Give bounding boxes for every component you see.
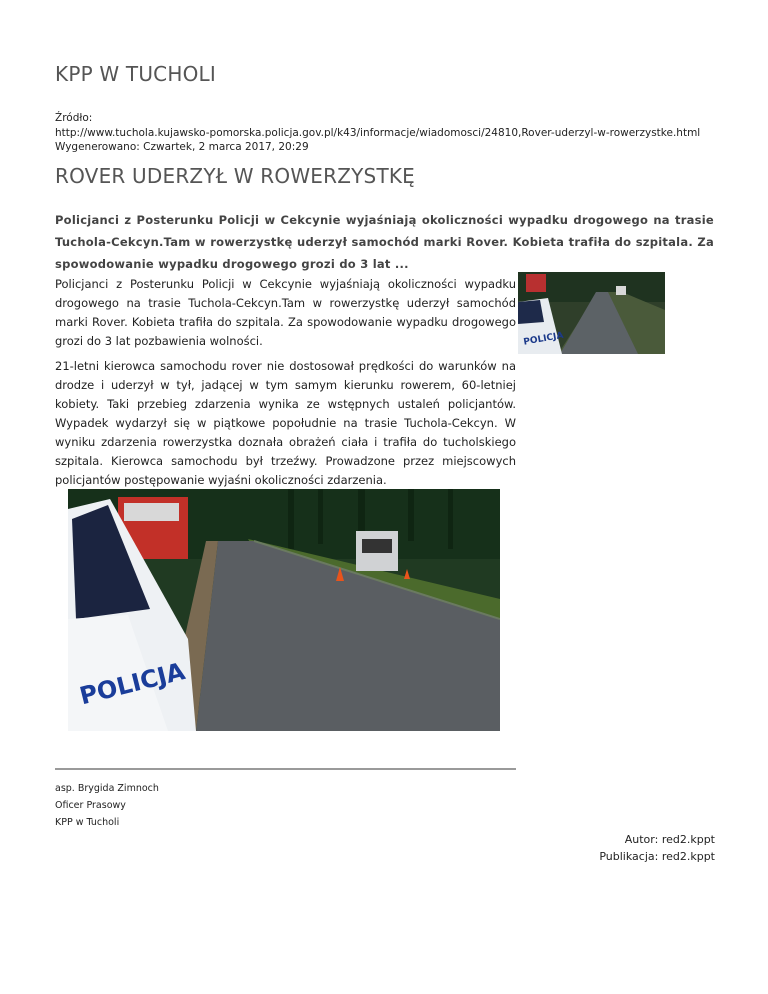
article-paragraph-1: Policjanci z Posterunku Policji w Cekcynie wyjaśniają okoliczności wypadku drogowego na trasie Tuchola-Cekcyn.Tam w rowerzystkę uderzył samochód marki Rover. Kobieta trafiła do szpitala. Za spowodowanie wypadku drogowego grozi do 3 lat pozbawienia wolności. (55, 277, 516, 348)
site-title: KPP W TUCHOLI (55, 62, 216, 86)
accident-photo (68, 489, 500, 731)
publication-label: Publikacja: red2.kppt (599, 850, 715, 863)
generated-date: Wygenerowano: Czwartek, 2 marca 2017, 20:29 (55, 141, 309, 153)
signature-unit: KPP w Tucholi (55, 817, 120, 828)
document-meta (55, 111, 700, 155)
article-paragraph-2: 21-letni kierowca samochodu rover nie dostosował prędkości do warunków na drodze i uderzył w tył, jadącej w tym samym kierunku rowerem, 60-letniej kobiety. Taki przebieg zdarzenia wynika ze wstępnych ustaleń policjantów. Wypadek wydarzył się w piątkowe popołudnie na trasie Tuchola-Cekcyn. W wyniku zdarzenia rowerzystka doznała obrażeń ciała i trafiła do tucholskiego szpitala. Kierowca samochodu był trzeźwy. Prowadzone przez miejscowych policjantów postępowanie wyjaśni okoliczności zdarzenia. (55, 359, 516, 487)
signature-name: asp. Brygida Zimnoch (55, 783, 159, 794)
thumbnail-car-text: POLICJA (522, 330, 565, 348)
photo-car-text: POLICJA (76, 657, 188, 711)
divider (55, 768, 516, 770)
signature-role: Oficer Prasowy (55, 800, 126, 811)
author-label: Autor: red2.kppt (624, 833, 715, 846)
source-label: Źródło: (55, 112, 93, 124)
source-url[interactable]: http://www.tuchola.kujawsko-pomorska.policja.gov.pl/k43/informacje/wiadomosci/24810,Rover-uderzyl-w-rowerzystke.html (55, 126, 701, 139)
article-lead: Policjanci z Posterunku Policji w Cekcynie wyjaśniają okoliczności wypadku drogowego na trasie Tuchola-Cekcyn.Tam w rowerzystkę uderzył samochód marki Rover. Kobieta trafiła do szpitala. Za spowodowanie wypadku drogowego grozi do 3 lat ... (55, 213, 714, 271)
article-title: ROVER UDERZYŁ W ROWERZYSTKĘ (55, 164, 416, 188)
thumbnail-photo (518, 272, 665, 354)
